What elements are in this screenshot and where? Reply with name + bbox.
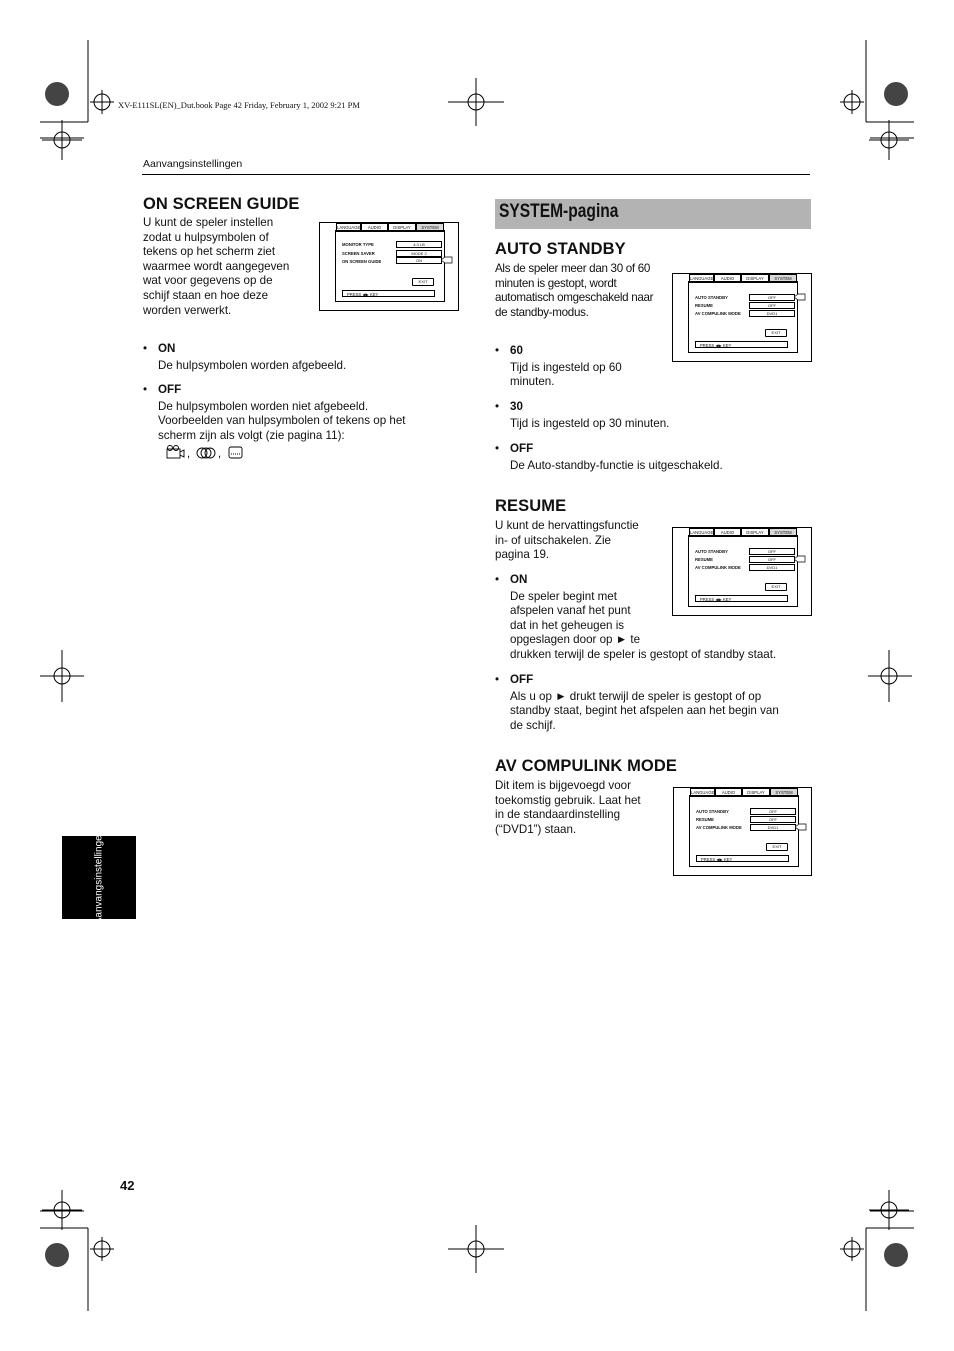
chapter-side-tab: Aanvangsinstellingen [62,836,136,919]
menu-row-value: ON [396,257,442,264]
cursor-pointer-icon [441,256,453,264]
cursor-pointer-icon [794,555,806,563]
menu-row-label: RESUME [695,303,713,308]
menu-tab-language: LANGUAGE [691,790,715,795]
bullet-on: • ON De hulpsymbolen worden afgebeeld. [143,342,347,372]
menu-tab-display: DISPLAY [741,274,769,283]
page-number: 42 [120,1178,135,1193]
menu-press-key-bar: PRESS ◀▶ KEY [342,290,435,297]
menu-row-label: MONITOR TYPE [342,242,374,247]
cursor-pointer-icon [794,293,806,301]
menu-row-label: AV COMPULINK MODE [695,565,741,570]
menu-tab-system: SYSTEM [770,788,798,797]
svg-text:,: , [187,448,191,460]
bullet-off-standby: • OFF De Auto-standby-functie is uitgeschakeld. [495,442,723,472]
menu-row-value: OFF [749,302,795,309]
menu-tab-display: DISPLAY [741,528,769,537]
menu-tab-display: DISPLAY [388,223,416,232]
header-rule [142,174,810,175]
bullet-off: • OFF De hulpsymbolen worden niet afgebeeld. Voorbeelden van hulpsymbolen of tekens op het scherm zijn als volgt (zie pagina 11): [143,383,406,442]
cursor-pointer-icon [795,823,807,831]
menu-row-value: DVD1 [749,310,795,317]
menu-row-label: RESUME [696,817,714,822]
menu-tab-system: SYSTEM [769,528,797,537]
guide-symbols-icon [165,444,247,460]
menu-tab-audio: AUDIO [715,788,742,797]
auto-standby-title: AUTO STANDBY [495,240,626,258]
menu-tab-language: LANGUAGE [337,225,361,230]
menu-press-key-bar: PRESS ◀▶ KEY [696,855,789,862]
on-screen-guide-intro: U kunt de speler instellen zodat u hulpsymbolen of tekens op het scherm ziet waarmee wordt aangegeven wat voor gegevens op de schijf staan en hoe deze worden verwerkt. [143,216,290,317]
on-screen-guide-menu-screenshot [319,222,459,311]
menu-row-label: AV COMPULINK MODE [696,825,742,830]
svg-text:,: , [218,448,222,460]
bullet-60: • 60 Tijd is ingesteld op 60 minuten. [495,344,622,389]
bullet-resume-off: • OFF Als u op ► drukt terwijl de speler is gestopt of op standby staat, begint het afspelen aan het begin van de schijf. [495,673,779,732]
menu-tab-display: DISPLAY [742,788,770,797]
menu-row-value: DVD1 [749,564,795,571]
resume-title: RESUME [495,497,567,515]
menu-row-value: MODE 2 [396,250,442,257]
menu-exit-button: EXIT [412,278,434,286]
bullet-30: • 30 Tijd is ingesteld op 30 minuten. [495,400,670,430]
menu-row-label: AUTO STANDBY [696,809,729,814]
menu-exit-button: EXIT [765,583,787,591]
menu-row-label: ON SCREEN GUIDE [342,259,382,264]
resume-intro: U kunt de hervattingsfunctie in- of uitschakelen. Zie pagina 19. [495,519,639,562]
menu-row-value: DVD1 [750,824,796,831]
system-menu-screenshot-av-compulink [673,787,812,876]
menu-row-value: OFF [749,294,795,301]
menu-row-value: OFF [749,556,795,563]
system-menu-screenshot-resume [672,527,812,616]
menu-tab-audio: AUDIO [714,528,741,537]
menu-press-key-bar: PRESS ◀▶ KEY [695,595,788,602]
menu-tab-system: SYSTEM [769,274,797,283]
menu-exit-button: EXIT [766,843,788,851]
av-compulink-title: AV COMPULINK MODE [495,757,677,775]
on-screen-guide-title: ON SCREEN GUIDE [143,195,300,213]
section-header: Aanvangsinstellingen [143,158,243,170]
menu-row-label: AUTO STANDBY [695,549,728,554]
menu-tab-language: LANGUAGE [690,530,714,535]
system-menu-screenshot-auto-standby [672,273,812,362]
bullet-resume-on: • ON De speler begint met afspelen vanaf het punt dat in het geheugen is opgeslagen door op ► te drukken terwijl de speler is gestopt of standby staat. [495,573,777,661]
menu-row-label: SCREEN SAVER [342,251,375,256]
menu-press-key-bar: PRESS ◀▶ KEY [695,341,788,348]
menu-tab-language: LANGUAGE [690,276,714,281]
menu-row-label: AV COMPULINK MODE [695,311,741,316]
system-page-banner: SYSTEM-pagina [495,199,811,229]
menu-tab-audio: AUDIO [714,274,741,283]
menu-tab-audio: AUDIO [361,223,388,232]
menu-exit-button: EXIT [765,329,787,337]
av-compulink-intro: Dit item is bijgevoegd voor toekomstig gebruik. Laat het in de standaardinstelling (“DVD1”) staan. [495,779,641,836]
file-info-line: XV-E111SL(EN)_Dut.book Page 42 Friday, February 1, 2002 9:21 PM [118,100,360,110]
menu-row-value: 4:3 LB [396,241,442,248]
menu-row-value: OFF [750,808,796,815]
menu-row-value: OFF [749,548,795,555]
menu-row-label: RESUME [695,557,713,562]
auto-standby-intro: Als de speler meer dan 30 of 60 minuten is gestopt, wordt automatisch omgeschakeld naar de standby-modus. [495,262,654,319]
menu-tab-system: SYSTEM [416,223,444,232]
menu-row-label: AUTO STANDBY [695,295,728,300]
menu-row-value: OFF [750,816,796,823]
